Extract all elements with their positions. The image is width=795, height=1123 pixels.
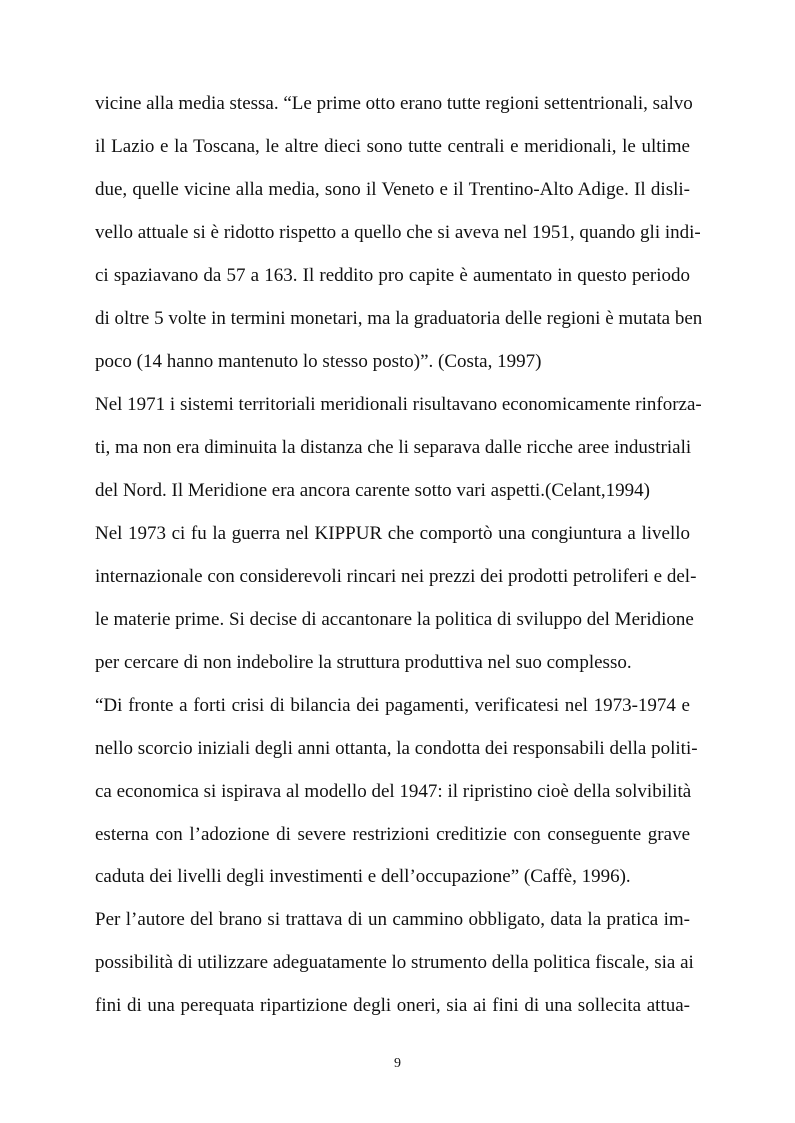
text-line: due, quelle vicine alla media, sono il Veneto e il Trentino-Alto Adige. Il disli- xyxy=(95,179,690,200)
text-line: per cercare di non indebolire la struttura produttiva nel suo complesso. xyxy=(95,652,632,673)
text-line: esterna con l’adozione di severe restrizioni creditizie con conseguente grave xyxy=(95,824,690,845)
text-line: nello scorcio iniziali degli anni ottanta, la condotta dei responsabili della politi- xyxy=(95,738,698,759)
page-number: 9 xyxy=(394,1056,401,1071)
text-line: poco (14 hanno mantenuto lo stesso posto)”. (Costa, 1997) xyxy=(95,351,542,372)
text-line: vello attuale si è ridotto rispetto a quello che si aveva nel 1951, quando gli indi- xyxy=(95,222,701,243)
text-line: del Nord. Il Meridione era ancora carente sotto vari aspetti.(Celant,1994) xyxy=(95,480,651,501)
text-line: fini di una perequata ripartizione degli oneri, sia ai fini di una sollecita attua- xyxy=(95,995,690,1016)
text-line: Nel 1973 ci fu la guerra nel KIPPUR che comportò una congiuntura a livello xyxy=(95,523,690,544)
text-line: le materie prime. Si decise di accantonare la politica di sviluppo del Meridione xyxy=(95,609,694,630)
text-line: il Lazio e la Toscana, le altre dieci sono tutte centrali e meridionali, le ultime xyxy=(95,136,690,157)
text-line: ca economica si ispirava al modello del 1947: il ripristino cioè della solvibilità xyxy=(95,781,692,802)
text-line: Per l’autore del brano si trattava di un cammino obbligato, data la pratica im- xyxy=(95,909,690,930)
text-line: Nel 1971 i sistemi territoriali meridionali risultavano economicamente rinforza- xyxy=(95,394,702,415)
text-line: internazionale con considerevoli rincari nei prezzi dei prodotti petroliferi e del- xyxy=(95,566,697,587)
text-line: possibilità di utilizzare adeguatamente lo strumento della politica fiscale, sia ai xyxy=(95,952,694,973)
text-line: vicine alla media stessa. “Le prime otto erano tutte regioni settentrionali, salvo xyxy=(95,93,693,114)
text-line: “Di fronte a forti crisi di bilancia dei pagamenti, verificatesi nel 1973-1974 e xyxy=(95,695,690,716)
text-line: ti, ma non era diminuita la distanza che li separava dalle ricche aree industriali xyxy=(95,437,692,458)
text-line: caduta dei livelli degli investimenti e dell’occupazione” (Caffè, 1996). xyxy=(95,866,631,887)
text-line: di oltre 5 volte in termini monetari, ma la graduatoria delle regioni è mutata ben xyxy=(95,308,703,329)
text-line: ci spaziavano da 57 a 163. Il reddito pro capite è aumentato in questo periodo xyxy=(95,265,690,286)
